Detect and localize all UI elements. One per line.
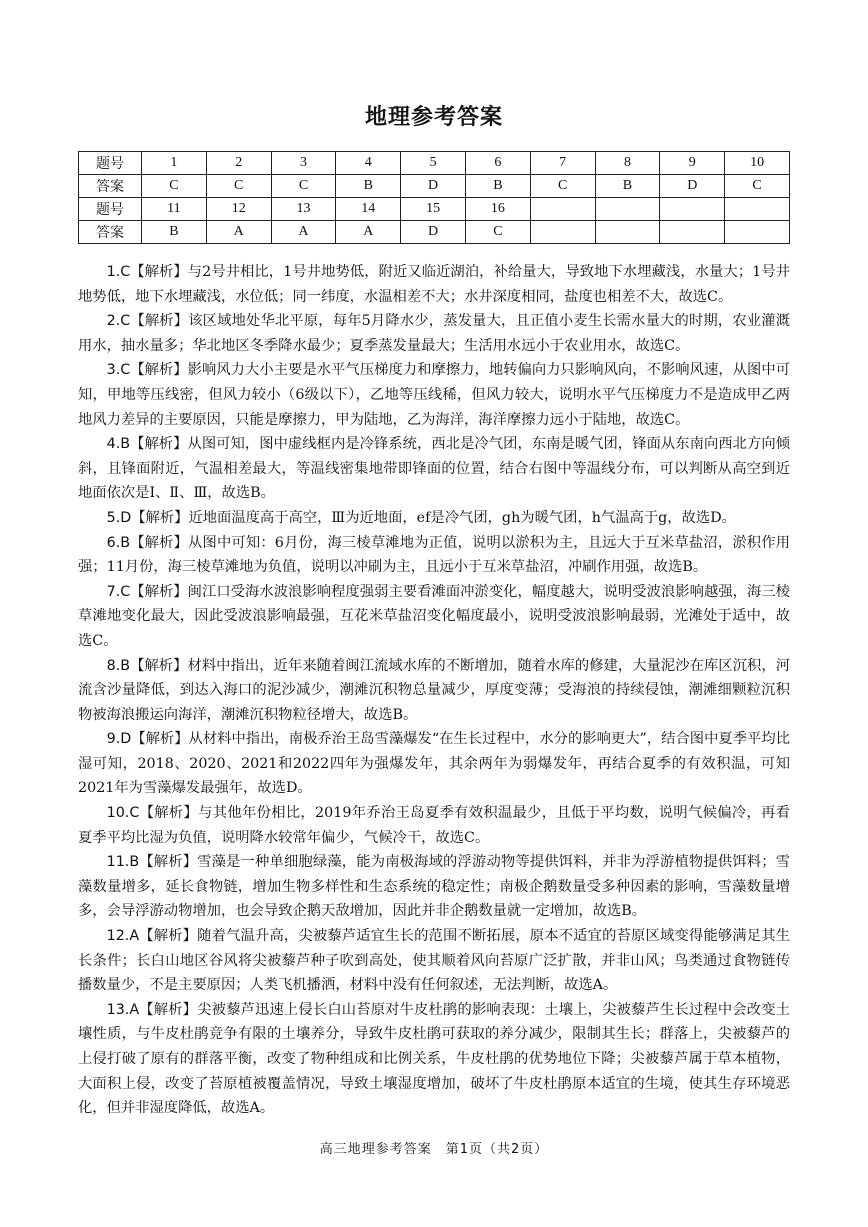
table-cell: 9	[660, 152, 725, 175]
answer-table-row	[79, 198, 790, 221]
page-footer: 高三地理参考答案 第1页（共2页）	[319, 1142, 549, 1157]
table-cell: D	[401, 221, 466, 244]
explanation-item	[78, 998, 790, 1121]
explanation-text: 随着气温升高，尖被藜芦适宜生长的范围不断拓展，原本不适宜的苔原区域变得能够满足其生长条件；长白山地区谷风将尖被藜芦种子吹到高处，使其顺着风向苔原广泛扩散，并非山风；鸟类通过食物链传播数量少，不是主要原因；人类飞机播洒，材料中没有任何叙述，无法判断，故选A。	[78, 928, 790, 994]
explanation-text: 与2号井相比，1号井地势低，附近又临近湖泊，补给量大，导致地下水埋藏浅，水量大；1号井地势低，地下水埋藏浅，水位低；同一纬度，水温相差不大；水井深度相同，盐度也相差不大，故选C。	[78, 264, 790, 305]
table-cell	[725, 221, 790, 244]
table-cell: 4	[336, 152, 401, 175]
answer-table-row	[79, 221, 790, 244]
explanation-label: 7.C【解析】	[106, 583, 188, 600]
table-cell: 8	[595, 152, 660, 175]
explanation-item	[78, 309, 790, 358]
explanation-item	[78, 358, 790, 432]
table-cell: B	[595, 175, 660, 198]
explanation-text: 尖被藜芦迅速上侵长白山苔原对牛皮杜鹃的影响表现：土壤上，尖被藜芦生长过程中会改变土壤性质，与牛皮杜鹃竞争有限的土壤养分，导致牛皮杜鹃可获取的养分减少，限制其生长；群落上，尖被藜芦的上侵打破了原有的群落平衡，改变了物种组成和比例关系，牛皮杜鹃的优势地位下降；尖被藜芦属于草本植物，大面积上侵，改变了苔原植被覆盖情况，导致土壤湿度增加，破坏了牛皮杜鹃原本适宜的生境，使其生存环境恶化，但并非湿度降低，故选A。	[78, 1001, 790, 1117]
explanation-item	[78, 432, 790, 506]
row-header-cell: 题号	[79, 152, 142, 175]
explanation-label: 10.C【解析】	[106, 805, 199, 822]
explanation-text: 影响风力大小主要是水平气压梯度力和摩擦力，地转偏向力只影响风向，不影响风速，从图中可知，甲地等压线密，但风力较小（6级以下），乙地等压线稀，但风力较大，说明水平气压梯度力不是造成甲乙两地风力差异的主要原因，只能是摩擦力，甲为陆地，乙为海洋，海洋摩擦力远小于陆地，故选C。	[78, 362, 790, 428]
explanation-item	[78, 924, 790, 998]
table-cell: 11	[142, 198, 207, 221]
table-cell: 5	[401, 152, 466, 175]
explanation-label: 8.B【解析】	[106, 657, 188, 674]
table-cell: C	[465, 221, 530, 244]
answer-table	[78, 151, 790, 244]
explanation-item	[78, 580, 790, 654]
explanation-label: 5.D【解析】	[106, 509, 189, 526]
explanation-text: 从图中可知：6月份，海三棱草滩地为正值，说明以淤积为主，且远大于互米草盐沼，淤积作用强；11月份，海三棱草滩地为负值，说明以冲刷为主，且远小于互米草盐沼，冲刷作用强，故选B。	[78, 534, 790, 576]
table-cell: 14	[336, 198, 401, 221]
table-cell: A	[271, 221, 336, 244]
table-cell: D	[660, 175, 725, 198]
row-header-cell: 答案	[79, 221, 142, 244]
table-cell: 12	[206, 198, 271, 221]
explanation-label: 3.C【解析】	[106, 362, 188, 379]
table-cell: A	[206, 221, 271, 244]
explanation-item	[78, 850, 790, 924]
explanation-label: 13.A【解析】	[106, 1001, 198, 1018]
table-cell	[725, 198, 790, 221]
explanation-item	[78, 506, 790, 531]
table-cell: 1	[142, 152, 207, 175]
table-cell	[660, 198, 725, 221]
table-cell: 6	[465, 152, 530, 175]
explanation-text: 雪藻是一种单细胞绿藻，能为南极海域的浮游动物等提供饵料，并非为浮游植物提供饵料；雪藻数量增多，延长食物链，增加生物多样性和生态系统的稳定性；南极企鹅数量受多种因素的影响，雪藻数量增多，会导浮游动物增加，也会导致企鹅天敌增加，因此并非企鹅数量就一定增加，故选B。	[78, 854, 791, 920]
explanation-label: 6.B【解析】	[106, 534, 189, 551]
explanation-label: 4.B【解析】	[106, 436, 188, 453]
answer-table-row	[79, 152, 790, 175]
explanation-text: 与其他年份相比，2019年乔治王岛夏季有效积温最少，且低于平均数，说明气候偏冷，再看夏季平均比湿为负值，说明降水较常年偏少，气候冷干，故选C。	[78, 805, 790, 846]
row-header-cell: 题号	[79, 198, 142, 221]
explanation-text: 从图可知，图中虚线框内是冷锋系统，西北是冷气团，东南是暖气团，锋面从东南向西北方向倾斜，且锋面附近，气温相差最大，等温线密集地带即锋面的位置，结合右图中等温线分布，可以判断从高空到近地面依次是Ⅰ、Ⅱ、Ⅲ，故选B。	[78, 436, 790, 502]
table-cell	[595, 221, 660, 244]
explanation-item	[78, 654, 790, 728]
explanation-text: 闽江口受海水波浪影响程度强弱主要看滩面冲淤变化，幅度越大，说明受波浪影响越强，海三棱草滩地变化最大，因此受波浪影响最强，互花米草盐沼变化幅度最小，说明受波浪影响最弱，光滩处于适中，故选C。	[78, 583, 790, 649]
table-cell: 15	[401, 198, 466, 221]
table-cell: C	[725, 175, 790, 198]
explanation-label: 11.B【解析】	[106, 854, 198, 871]
table-cell: 10	[725, 152, 790, 175]
page-title: 地理参考答案	[364, 105, 503, 130]
row-header-cell: 答案	[79, 175, 142, 198]
table-cell: C	[271, 175, 336, 198]
explanation-text: 近地面温度高于高空，Ⅲ为近地面，ef是冷气团，gh为暖气团，h气温高于g，故选D。	[188, 509, 736, 526]
table-cell: 16	[465, 198, 530, 221]
table-cell: 2	[206, 152, 271, 175]
explanation-item	[78, 801, 790, 850]
explanation-item	[78, 260, 790, 309]
explanations-list	[78, 260, 790, 1121]
table-cell: C	[530, 175, 595, 198]
table-cell: 7	[530, 152, 595, 175]
table-cell	[660, 221, 725, 244]
explanation-label: 1.C【解析】	[106, 264, 188, 280]
table-cell: C	[142, 175, 207, 198]
explanation-label: 2.C【解析】	[106, 313, 189, 330]
explanation-text: 从材料中指出，南极乔治王岛雪藻爆发“在生长过程中，水分的影响更大”，结合图中夏季平均比湿可知，2018、2020、2021和2022四年为强爆发年，其余两年为弱爆发年，再结合夏季的有效积温，可知2021年为雪藻爆发最强年，故选D。	[78, 731, 790, 797]
table-cell: B	[336, 175, 401, 198]
answer-table-row	[79, 175, 790, 198]
explanation-text: 材料中指出，近年来随着闽江流域水库的不断增加，随着水库的修建，大量泥沙在库区沉积，河流含沙量降低，到达入海口的泥沙减少，潮滩沉积物总量减少，厚度变薄；受海浪的持续侵蚀，潮滩细颗粒沉积物被海浪搬运向海洋，潮滩沉积物粒径增大，故选B。	[78, 657, 790, 723]
explanation-label: 9.D【解析】	[106, 731, 189, 748]
table-cell: 13	[271, 198, 336, 221]
explanation-text: 该区域地处华北平原，每年5月降水少，蒸发量大，且正值小麦生长需水量大的时期，农业灌溉用水，抽水量多；华北地区冬季降水最少；夏季蒸发量最大；生活用水远小于农业用水，故选C。	[78, 313, 790, 354]
table-cell: B	[142, 221, 207, 244]
table-cell	[595, 198, 660, 221]
table-cell: C	[206, 175, 271, 198]
table-cell: A	[336, 221, 401, 244]
table-cell: 3	[271, 152, 336, 175]
table-cell	[530, 221, 595, 244]
table-cell: D	[401, 175, 466, 198]
table-cell: B	[465, 175, 530, 198]
explanation-item	[78, 727, 790, 801]
explanation-item	[78, 531, 790, 580]
table-cell	[530, 198, 595, 221]
explanation-label: 12.A【解析】	[106, 928, 198, 945]
